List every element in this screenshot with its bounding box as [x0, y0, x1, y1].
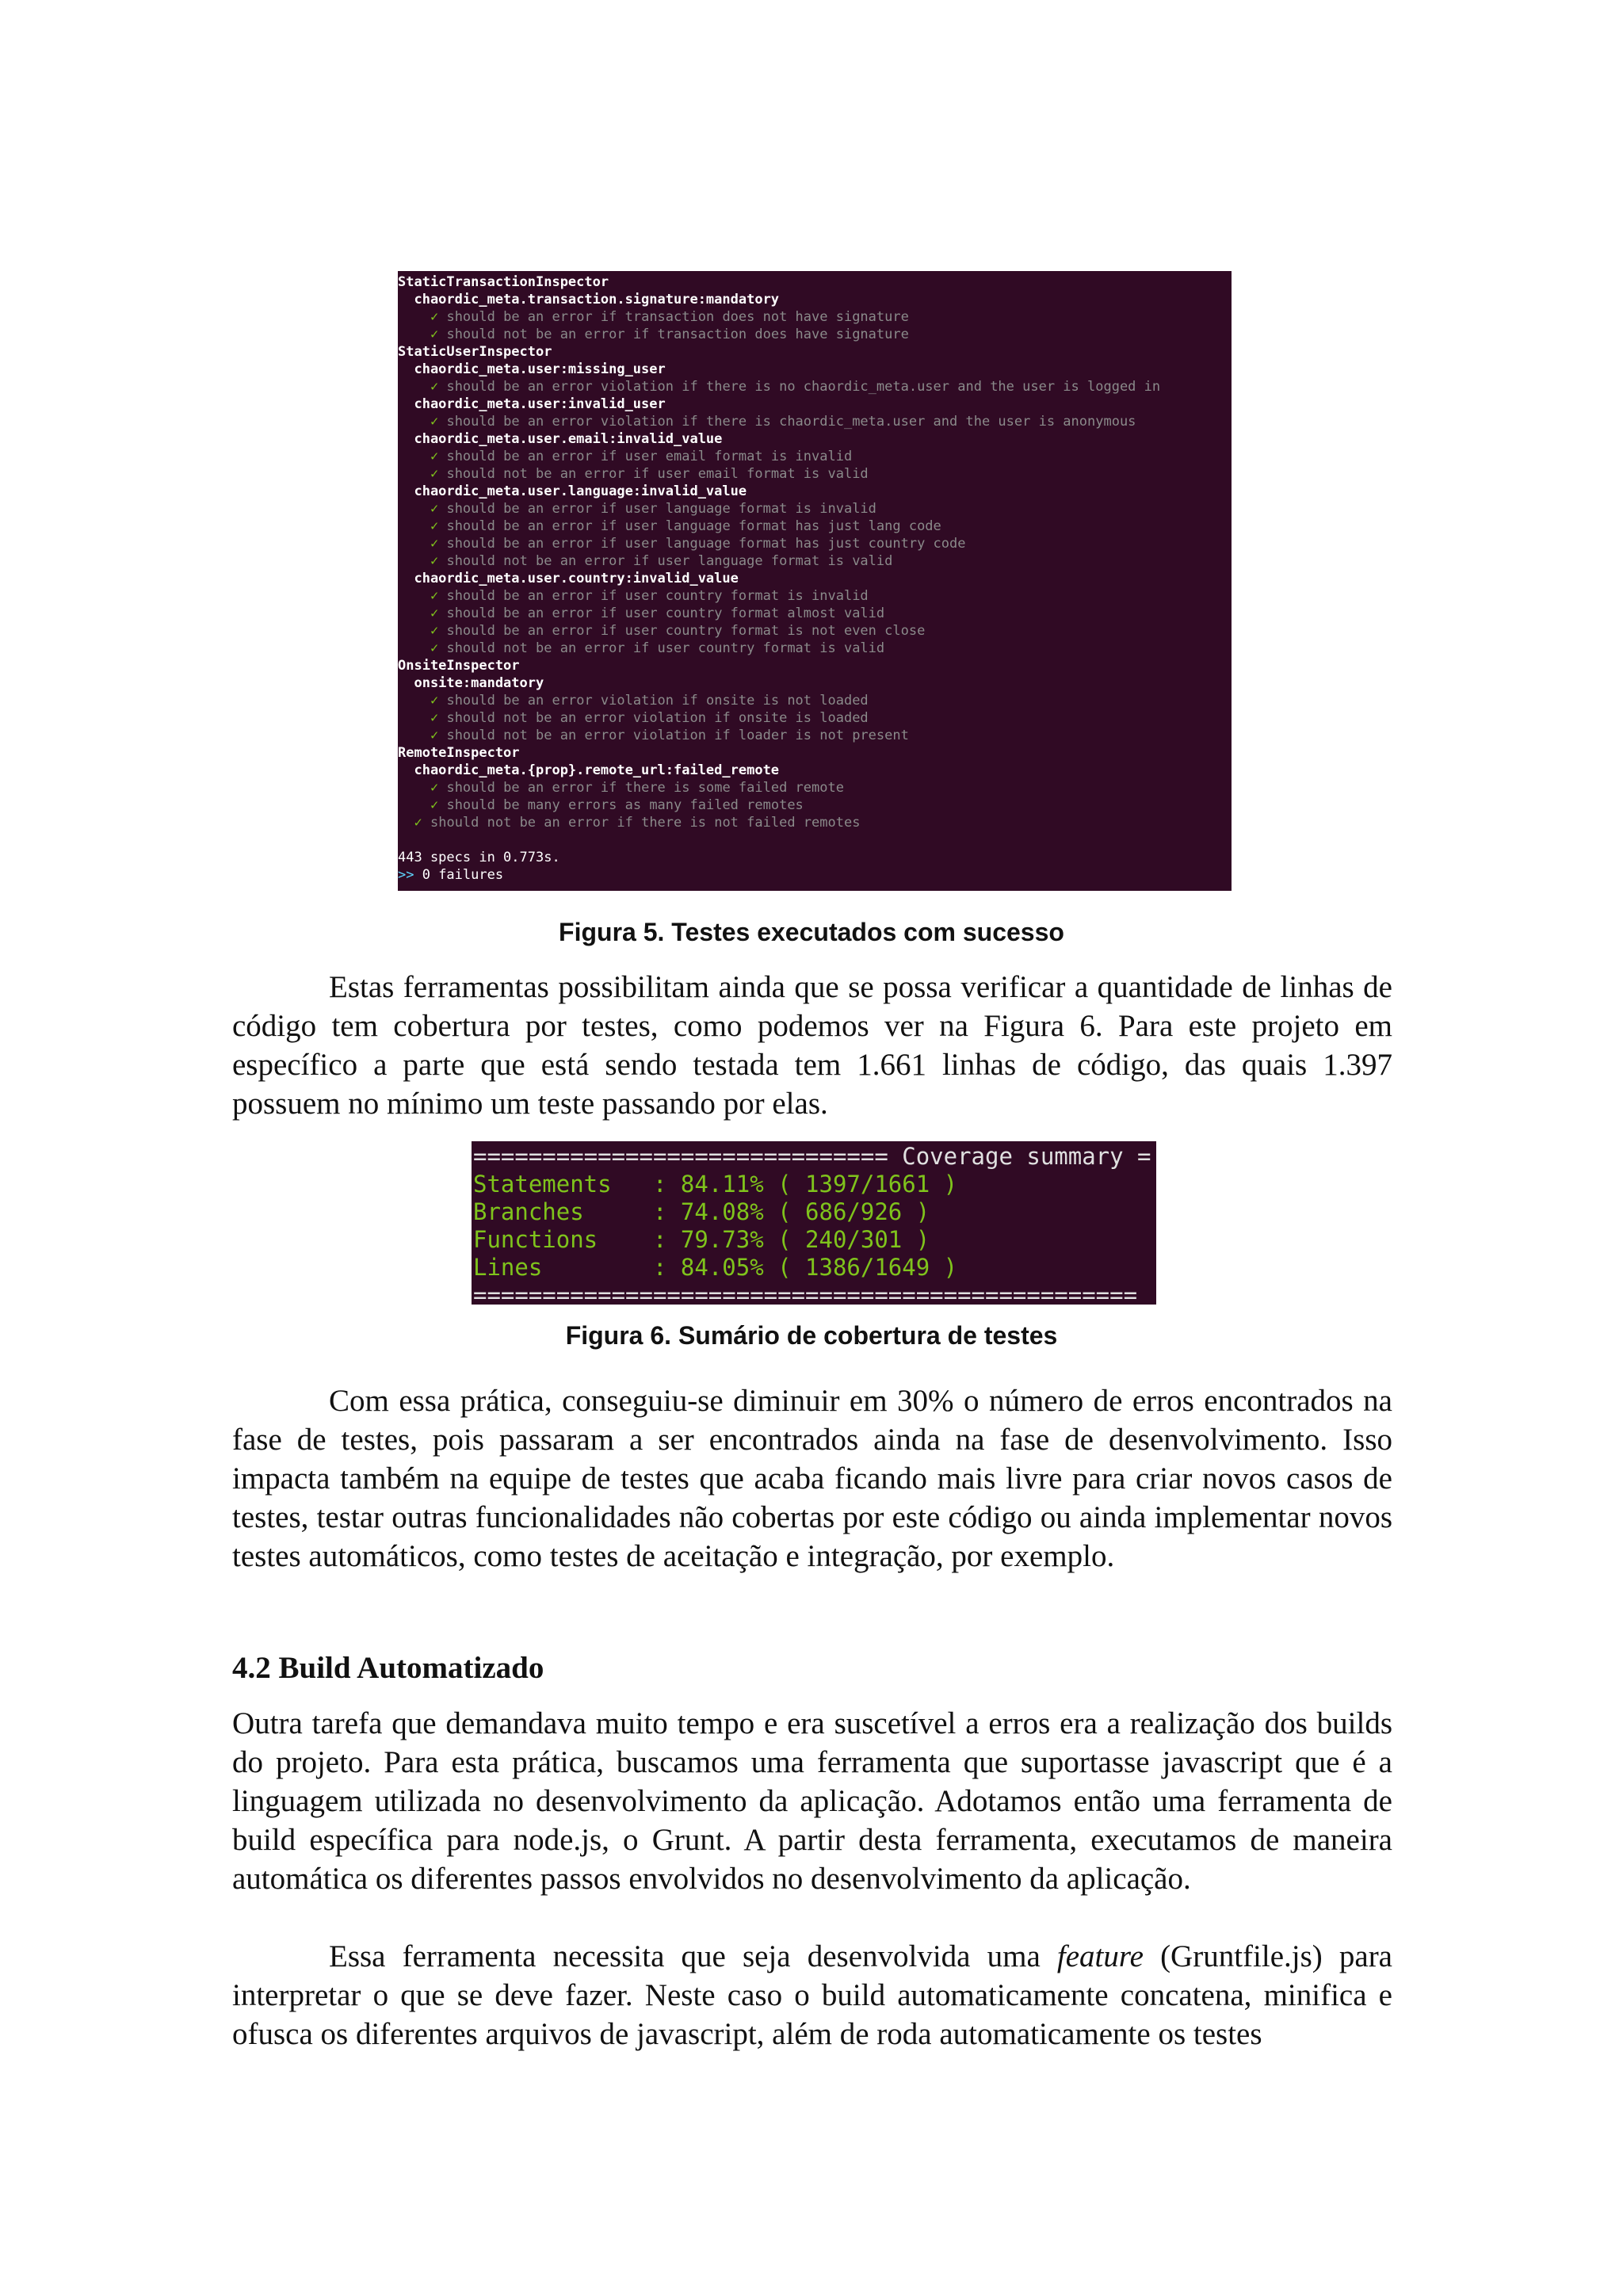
terminal-line: [398, 709, 1232, 727]
spec-description: should be an error violation if onsite is not loaded: [446, 693, 869, 709]
check-mark-icon: ✓: [430, 553, 439, 569]
terminal-line: [398, 518, 1232, 535]
terminal-line: [398, 465, 1232, 483]
terminal-line: [398, 500, 1232, 518]
terminal-line: chaordic_meta.user:missing_user: [398, 361, 666, 377]
terminal-indent: [398, 553, 430, 569]
figure-6-coverage-summary-screenshot: [472, 1141, 1156, 1305]
coverage-metric-value: : 84.11% ( 1397/1661 ): [652, 1171, 958, 1198]
terminal-indent: [398, 466, 430, 482]
spec-description: should not be an error if user language format is valid: [446, 553, 893, 569]
terminal-line: chaordic_meta.user.email:invalid_value: [398, 431, 723, 447]
terminal-line: [398, 535, 1232, 552]
check-mark-icon: ✓: [430, 780, 439, 796]
terminal-line: [398, 727, 1232, 744]
section-heading: 4.2 Build Automatizado: [232, 1651, 544, 1685]
spec-description: should be an error if user country format is invalid: [446, 588, 869, 604]
terminal-line: chaordic_meta.transaction.signature:mandatory: [398, 292, 780, 308]
spec-description: should not be an error violation if loader is not present: [446, 728, 909, 743]
check-mark-icon: ✓: [430, 309, 439, 325]
terminal-indent: [398, 623, 430, 639]
failures-summary: 0 failures: [414, 867, 504, 883]
check-mark-icon: ✓: [430, 536, 439, 552]
terminal-line: [398, 692, 1232, 709]
terminal-line: chaordic_meta.user.country:invalid_value: [398, 571, 739, 586]
spec-description: should be an error if user language format is invalid: [446, 501, 876, 517]
spec-description: should be an error violation if there is chaordic_meta.user and the user is anonymous: [446, 414, 1136, 430]
check-mark-icon: ✓: [430, 640, 439, 656]
spec-description: should be an error if transaction does not have signature: [446, 309, 909, 325]
check-mark-icon: ✓: [430, 623, 439, 639]
terminal-line: [398, 779, 1232, 797]
terminal-line: StaticTransactionInspector: [398, 274, 609, 290]
terminal-line: chaordic_meta.{prop}.remote_url:failed_remote: [398, 762, 780, 778]
spec-description: should not be an error if user country format is valid: [446, 640, 885, 656]
terminal-indent: [398, 728, 430, 743]
spec-description: should not be an error if user email format is valid: [446, 466, 869, 482]
coverage-row: [473, 1198, 1156, 1226]
paragraph-gruntfile: [232, 1937, 1392, 2053]
terminal-line: [398, 587, 1232, 605]
coverage-footer-line: ================================================: [473, 1282, 1138, 1305]
terminal-indent: [398, 640, 430, 656]
terminal-indent: [398, 309, 430, 325]
terminal-line: [398, 866, 1232, 884]
terminal-line: [398, 605, 1232, 622]
terminal-line: [398, 797, 1232, 814]
paragraph-gruntfile-emphasis: feature: [1056, 1939, 1144, 1973]
check-mark-icon: ✓: [430, 728, 439, 743]
terminal-indent: [398, 536, 430, 552]
check-mark-icon: ✓: [430, 518, 439, 534]
spec-description: should be an error violation if there is no chaordic_meta.user and the user is logged in: [446, 379, 1161, 395]
terminal-line: [398, 448, 1232, 465]
terminal-line: [398, 378, 1232, 395]
terminal-line: chaordic_meta.user.language:invalid_value: [398, 483, 747, 499]
spec-description: should be an error if there is some failed remote: [446, 780, 844, 796]
terminal-line: RemoteInspector: [398, 745, 520, 761]
check-mark-icon: ✓: [430, 588, 439, 604]
spec-description: should be an error if user language format has just country code: [446, 536, 966, 552]
coverage-metric-value: : 79.73% ( 240/301 ): [652, 1226, 930, 1253]
terminal-line: onsite:mandatory: [398, 675, 544, 691]
terminal-indent: [398, 780, 430, 796]
spec-description: should not be an error violation if onsite is loaded: [446, 710, 869, 726]
terminal-indent: [398, 606, 430, 621]
terminal-indent: [398, 327, 430, 342]
check-mark-icon: ✓: [430, 693, 439, 709]
terminal-indent: [398, 449, 430, 464]
coverage-metric-label: Functions: [473, 1226, 653, 1253]
figure-6-caption: Figura 6. Sumário de cobertura de testes: [565, 1321, 1058, 1350]
terminal-indent: [398, 588, 430, 604]
figure-5-terminal-screenshot: [398, 271, 1232, 891]
spec-description: should be many errors as many failed remotes: [446, 797, 804, 813]
paragraph-build-intro: Outra tarefa que demandava muito tempo e era suscetível a erros era a realização dos builds do projeto. Para esta prática, buscamos uma ferramenta que suportasse javascript que é a linguagem utilizada no desenvolvimento da aplicação. Adotamos então uma ferramenta de build específica para node.js, o Grunt. A partir desta ferramenta, executamos de maneira automática os diferentes passos envolvidos no desenvolvimento da aplicação.: [232, 1706, 1392, 1896]
terminal-indent: [398, 710, 430, 726]
terminal-line: 443 specs in 0.773s.: [398, 850, 560, 865]
coverage-metric-label: Lines: [473, 1254, 653, 1281]
check-mark-icon: ✓: [414, 815, 422, 831]
terminal-line: [398, 308, 1232, 326]
spec-description: should be an error if user language format has just lang code: [446, 518, 941, 534]
check-mark-icon: ✓: [430, 606, 439, 621]
terminal-indent: [398, 797, 430, 813]
terminal-indent: [398, 693, 430, 709]
terminal-indent: [398, 815, 414, 831]
terminal-line: OnsiteInspector: [398, 658, 520, 674]
terminal-line: StaticUserInspector: [398, 344, 552, 360]
check-mark-icon: ✓: [430, 501, 439, 517]
terminal-line: [398, 640, 1232, 657]
figure-5-caption: Figura 5. Testes executados com sucesso: [559, 918, 1064, 946]
coverage-metric-label: Branches: [473, 1198, 653, 1225]
paragraph-coverage-intro: Estas ferramentas possibilitam ainda que se possa verificar a quantidade de linhas de código tem cobertura por testes, como podemos ver na Figura 6. Para este projeto em específico a parte que está sendo testada tem 1.661 linhas de código, das quais 1.397 possuem no mínimo um teste passando por elas.: [232, 970, 1392, 1121]
coverage-metric-label: Statements: [473, 1171, 653, 1198]
check-mark-icon: ✓: [430, 327, 439, 342]
check-mark-icon: ✓: [430, 414, 439, 430]
check-mark-icon: ✓: [430, 449, 439, 464]
check-mark-icon: ✓: [430, 797, 439, 813]
terminal-indent: [398, 379, 430, 395]
paragraph-gruntfile-before: Essa ferramenta necessita que seja desenvolvida uma: [329, 1939, 1057, 1973]
terminal-indent: [398, 518, 430, 534]
terminal-indent: [398, 501, 430, 517]
terminal-line: chaordic_meta.user:invalid_user: [398, 396, 666, 412]
coverage-row: [473, 1226, 1156, 1254]
spec-description: should be an error if user country format almost valid: [446, 606, 885, 621]
paragraph-gruntfile-after: (Gruntfile.js) para interpretar o que se deve fazer. Neste caso o build automaticamente concatena, minifica e ofusca os diferentes arquivos de javascript, além de roda automaticamente os testes: [232, 1939, 1392, 2051]
terminal-line: [398, 413, 1232, 430]
paragraph-error-reduction: Com essa prática, conseguiu-se diminuir em 30% o número de erros encontrados na fase de testes, pois passaram a ser encontrados ainda na fase de desenvolvimento. Isso impacta também na equipe de testes que acaba ficando mais livre para criar novos casos de testes, testar outras funcionalidades não cobertas por este código ou ainda implementar novos testes automáticos, como testes de aceitação e integração, por exemplo.: [232, 1384, 1392, 1573]
check-mark-icon: ✓: [430, 379, 439, 395]
terminal-line: [398, 831, 1232, 849]
spec-description: should be an error if user email format is invalid: [446, 449, 853, 464]
spec-description: should not be an error if there is not failed remotes: [430, 815, 861, 831]
prompt-marker: >>: [398, 867, 414, 883]
coverage-row: [473, 1254, 1156, 1282]
terminal-line: [398, 552, 1232, 570]
terminal-indent: [398, 414, 430, 430]
terminal-line: [398, 814, 1232, 831]
coverage-row: [473, 1171, 1156, 1198]
check-mark-icon: ✓: [430, 710, 439, 726]
coverage-metric-value: : 84.05% ( 1386/1649 ): [652, 1254, 958, 1281]
spec-description: should be an error if user country format is not even close: [446, 623, 926, 639]
check-mark-icon: ✓: [430, 466, 439, 482]
coverage-header-line: ============================== Coverage summary =: [473, 1143, 1151, 1170]
terminal-line: [398, 622, 1232, 640]
terminal-line: [398, 326, 1232, 343]
spec-description: should not be an error if transaction does have signature: [446, 327, 909, 342]
coverage-metric-value: : 74.08% ( 686/926 ): [652, 1198, 930, 1225]
